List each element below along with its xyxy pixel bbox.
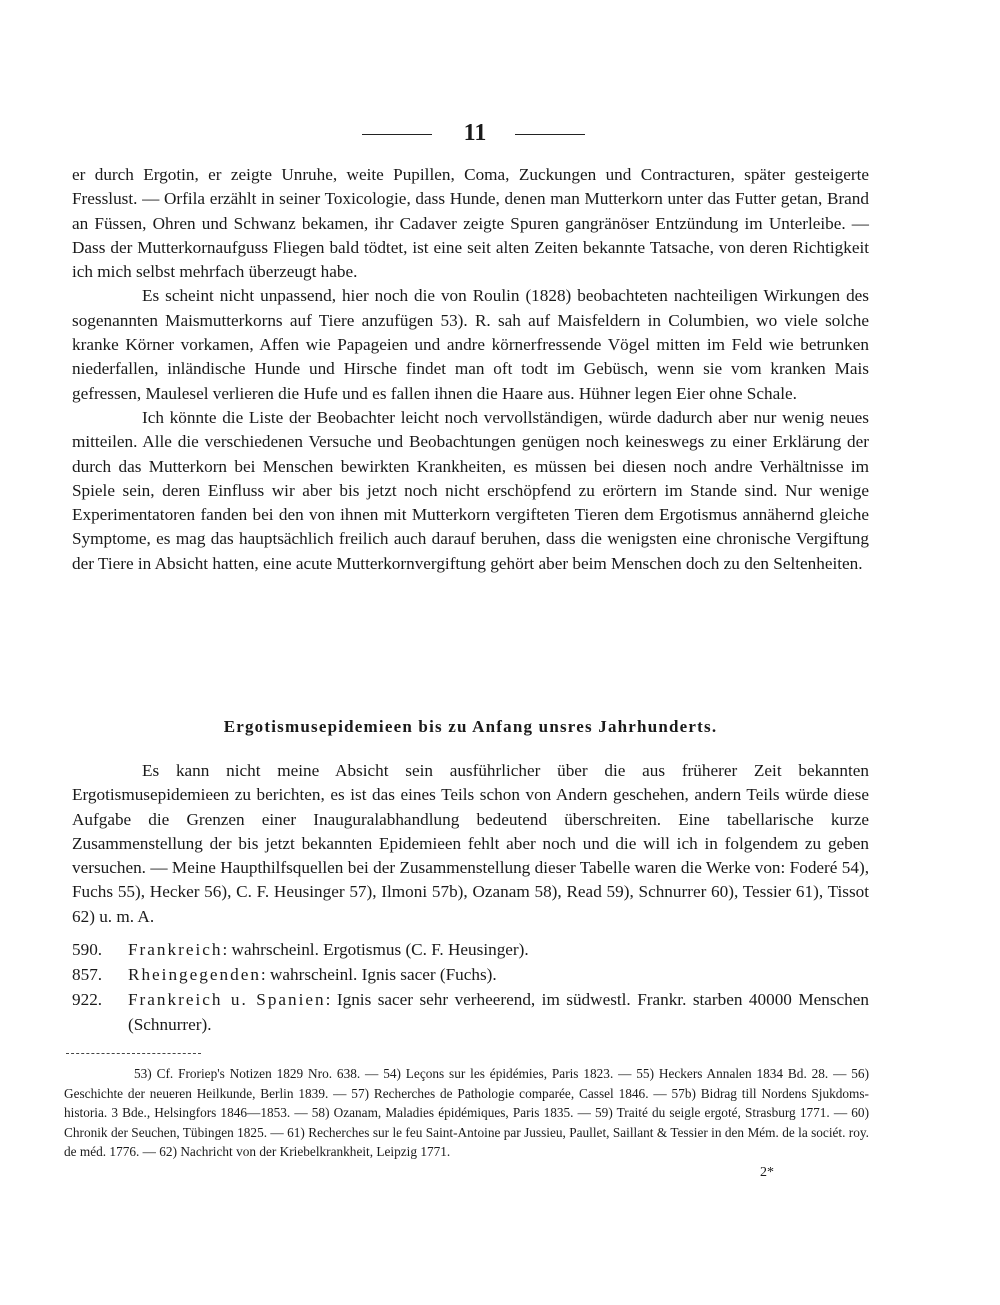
section-heading: Ergotismusepidemieen bis zu Anfang unsres Jahrhunderts. — [223, 717, 718, 736]
entry-body — [128, 962, 869, 987]
footnote-separator — [66, 1053, 201, 1054]
entry-year: 922. — [72, 990, 103, 1009]
entry-body — [128, 937, 869, 962]
entry-text: : wahrscheinl. Ignis sacer (Fuchs). — [260, 965, 497, 984]
body-text — [72, 163, 869, 576]
entry-text: : wahrscheinl. Ergotismus (C. F. Heusinger). — [222, 940, 529, 959]
body-paragraph-1: er durch Ergotin, er zeigte Unruhe, weite Pupillen, Coma, Zuckungen und Contracturen, später gesteigerte Fresslust. — Orfila erzählt in seiner Toxicologie, dass Hunde, denen man Mutterkorn unter das Futter getan, Brand an Füssen, Ohren und Schwanz bekamen, ihr Cadaver zeigte Spuren gangränöser Entzündung im Unterleibe. — Dass der Mutterkornaufguss Fliegen bald tödtet, ist eine seit alten Zeiten bekannte Tatsache, von deren Richtigkeit ich mich selbst mehrfach überzeugt habe. — [72, 165, 869, 282]
section-paragraph-1: Es kann nicht meine Absicht sein ausführlicher über die aus früherer Zeit bekannten Ergotismusepidemieen zu berichten, es ist das eines Teils schon von Andern geschehen, andern Teils würde diese Aufgabe die Grenzen einer Inauguralabhandlung bedeutend überschreiten. Eine tabellarische kurze Zusammenstellung der bis jetzt bekannten Epidemieen fehlt aber noch und die will ich in folgendem zu geben versuchen. — Meine Haupthilfsquellen bei der Zusammenstellung dieser Tabelle waren die Werke von: Foderé 54), Fuchs 55), Hecker 56), C. F. Heusinger 57), Ilmoni 57b), Ozanam 58), Read 59), Schnurrer 60), Tessier 61), Tissot 62) u. m. A. — [72, 761, 869, 926]
page-number: 11 — [463, 120, 487, 146]
body-paragraph-3: Ich könnte die Liste der Beobachter leicht noch vervollständigen, würde dadurch aber nur wenig neues mitteilen. Alle die verschiedenen Versuche und Beobachtungen genügen noch keineswegs zu einer Erklärung der durch das Mutterkorn bei Menschen bewirkten Krankheiten, es müssen bei diesen noch andre Verhältnisse im Spiele sein, deren Einfluss wir aber bis jetzt noch nicht erschöpfend zu erörtern im Stande sind. Nur wenige Experimentatoren fanden bei den von ihnen mit Mutterkorn vergifteten Tieren dem Ergotismus annähernd gleiche Symptome, es mag das hauptsächlich freilich auch darauf beruhen, dass die wenigsten eine chronische Vergiftung der Tiere in Absicht hatten, eine acute Mutterkornvergiftung gehört aber beim Menschen doch zu den Seltenheiten. — [72, 407, 869, 573]
page-header — [0, 118, 1000, 148]
chronology-entry — [72, 987, 869, 1037]
chronology-entry — [72, 937, 869, 962]
entry-year: 590. — [72, 940, 103, 959]
footnotes — [64, 1064, 869, 1162]
entry-text: : Ignis sacer sehr verheerend, im südwestl. Frankr. starben 40000 Menschen (Schnurrer). — [128, 990, 869, 1034]
entry-body — [128, 987, 869, 1037]
entry-place: Rheingegenden — [128, 965, 261, 984]
entry-place: Frankreich — [128, 940, 223, 959]
footnotes-text: 53) Cf. Froriep's Notizen 1829 Nro. 638. — 54) Leçons sur les épidémies, Paris 1823. — 55) Heckers Annalen 1834 Bd. 28. — 56) Geschichte der neueren Heilkunde, Berlin 1839. — 57) Recherches de Pathologie comparée, Cassel 1846. — 57b) Bidrag till Nordens Sjukdoms-historia. 3 Bde., Helsingfors 1846—1853. — 58) Ozanam, Maladies épidémiques, Paris 1835. — 59) Traité du seigle ergoté, Strasburg 1771. — 60) Chronik der Seuchen, Tübingen 1825. — 61) Recherches sur le feu Saint-Antoine par Jussieu, Paullet, Saillant & Tessier in den Mém. de la sociét. roy. de méd. 1776. — 62) Nachricht von der Kriebelkrankheit, Leipzig 1771. — [64, 1066, 869, 1159]
chronology-entry — [72, 962, 869, 987]
header-rule-right — [515, 134, 585, 135]
header-rule-left — [362, 134, 432, 135]
signature-mark: 2* — [760, 1165, 774, 1180]
entry-place: Frankreich u. Spanien — [128, 990, 326, 1009]
entry-year: 857. — [72, 965, 103, 984]
chronology-list — [72, 937, 869, 1037]
section-text — [72, 759, 869, 929]
body-paragraph-2: Es scheint nicht unpassend, hier noch die von Roulin (1828) beobachteten nachteiligen Wirkungen des sogenannten Maismutterkorns auf Tiere anzufügen 53). R. sah auf Maisfeldern in Columbien, wo viele solche kranke Körner vorkamen, Affen wie Papageien und andre körnerfressende Vögel mitten im Feld wie betrunken niederfallen, inländische Hunde und Hirsche findet man oft todt im Gebüsch, wenn sie vom kranken Mais gefressen, Maulesel verlieren die Hufe und es fallen ihnen die Haare aus. Hühner legen Eier ohne Schale. — [72, 286, 869, 403]
